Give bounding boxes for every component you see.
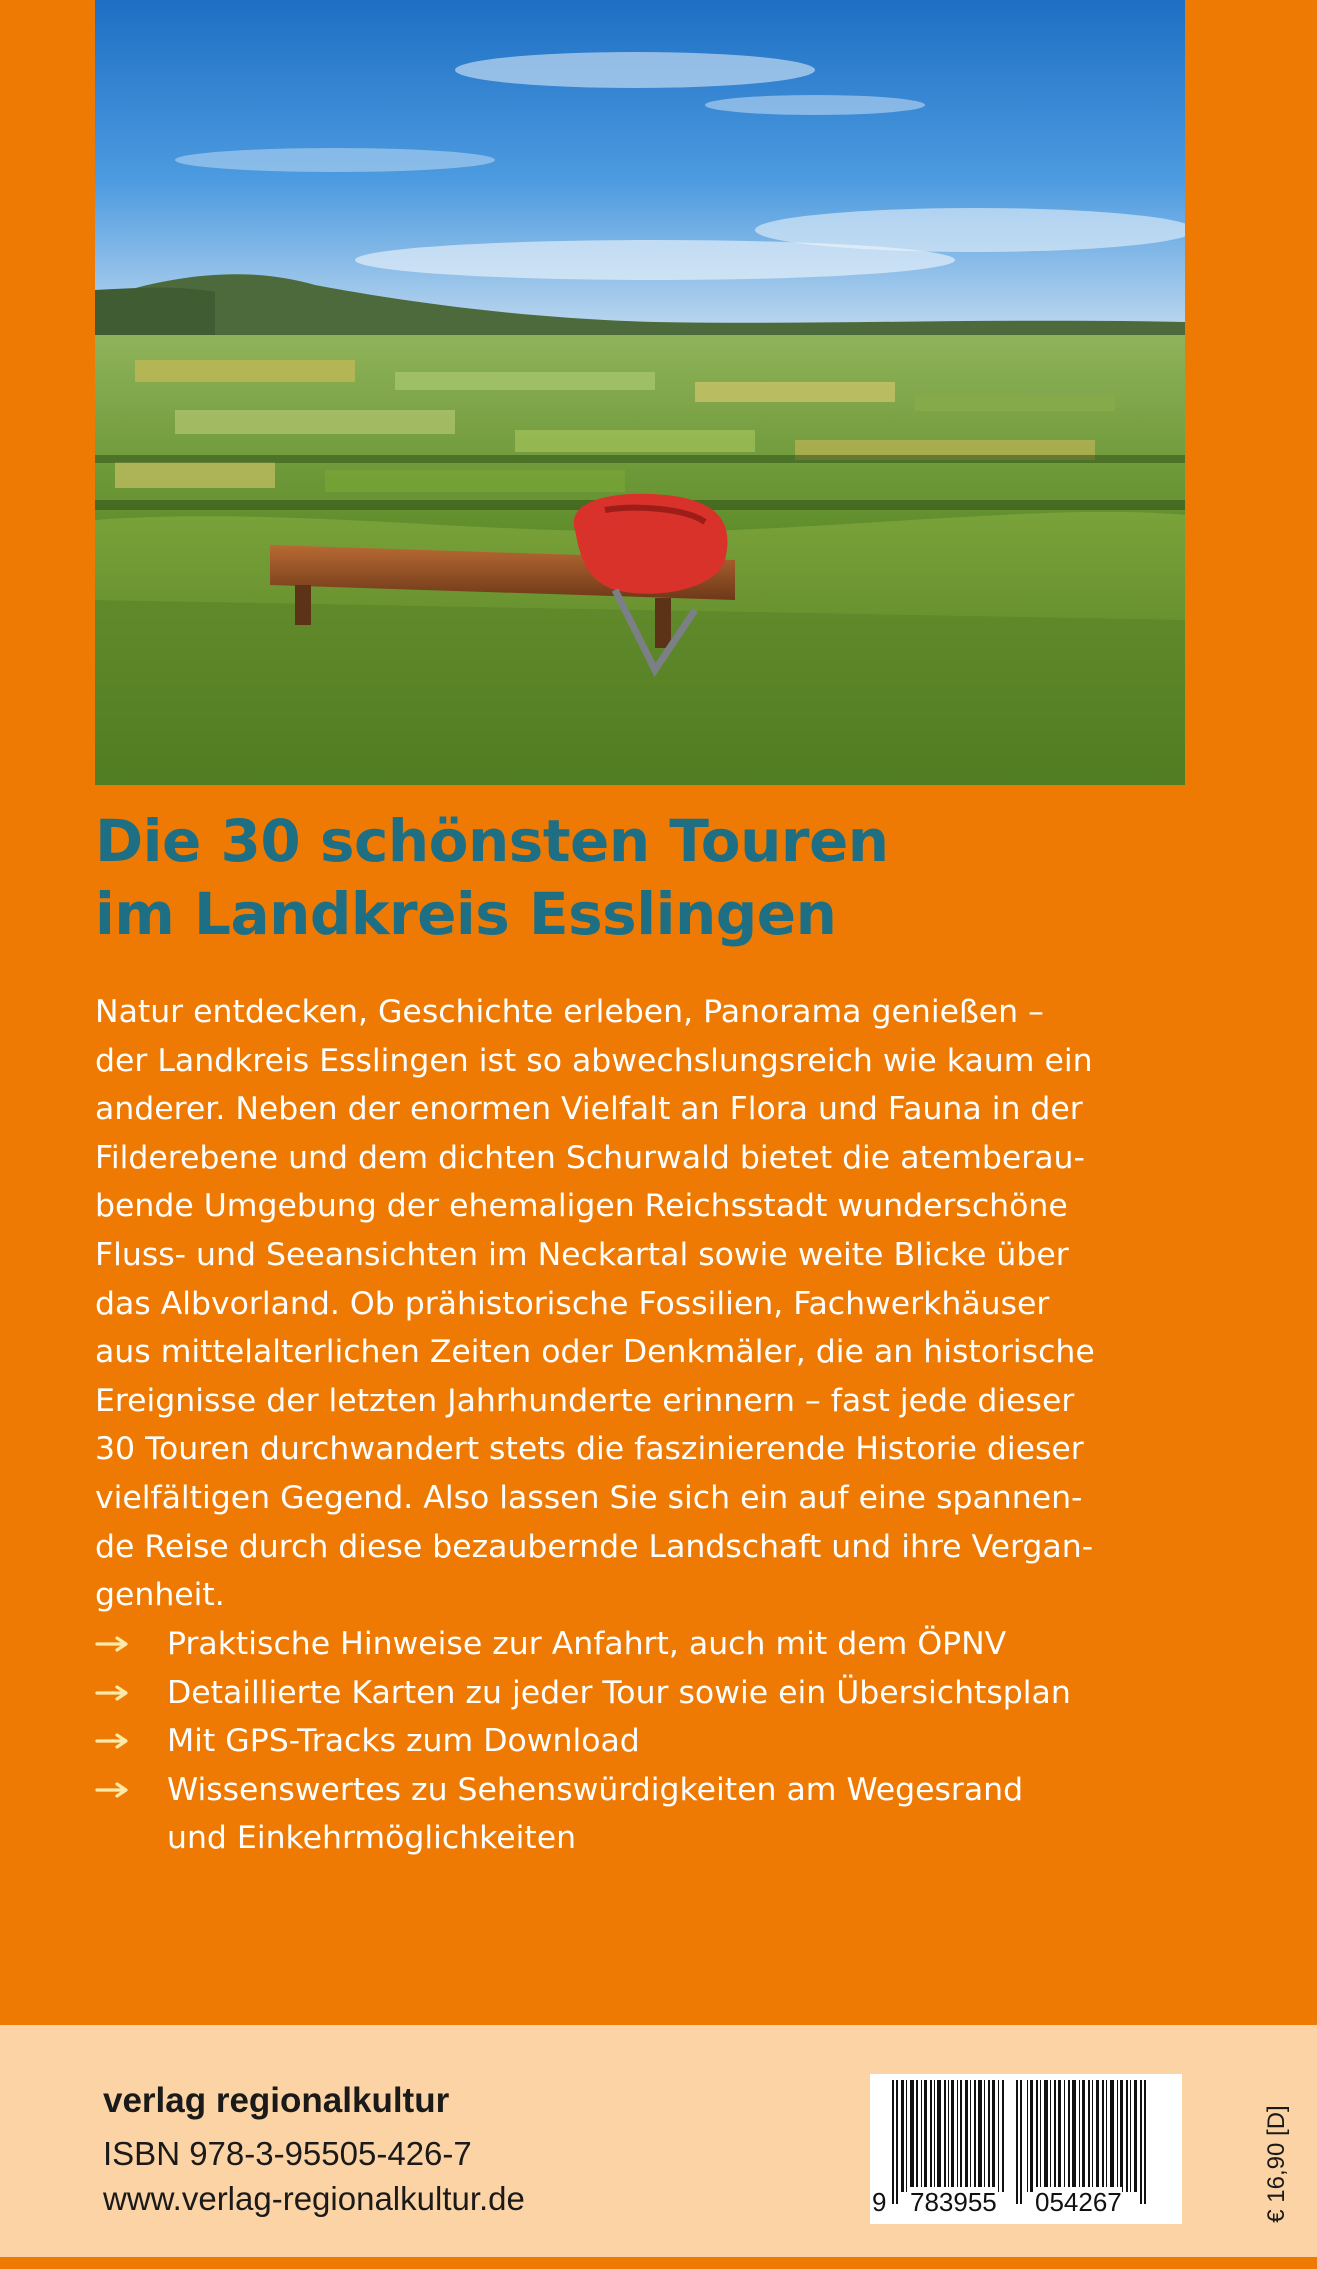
barcode	[870, 2074, 1182, 2224]
feature-text: und Einkehrmöglichkeiten	[167, 1820, 577, 1857]
arrow-right-icon	[95, 1766, 135, 1814]
description-line: Natur entdecken, Geschichte erleben, Panorama genießen –	[95, 994, 1044, 1030]
feature-text: Wissenswertes zu Sehenswürdigkeiten am Wegesrand	[167, 1771, 1024, 1808]
description-line: anderer. Neben der enormen Vielfalt an Flora und Fauna in der	[95, 1091, 1083, 1128]
description-line: Fluss- und Seeansichten im Neckartal sowie weite Blicke über	[95, 1236, 1069, 1273]
feature-item	[95, 1717, 1185, 1766]
feature-item	[95, 1669, 1185, 1718]
arrow-right-icon	[95, 1620, 135, 1668]
feature-text: Detaillierte Karten zu jeder Tour sowie ein Übersichtsplan	[167, 1674, 1071, 1711]
description-line: genheit.	[95, 1577, 225, 1614]
barcode-digits	[870, 2185, 1182, 2221]
description-line: aus mittelalterlichen Zeiten oder Denkmäler, die an historische	[95, 1334, 1095, 1371]
isbn: ISBN 978-3-95505-426-7	[103, 2135, 472, 2172]
cover-photo	[95, 0, 1185, 785]
feature-item	[95, 1620, 1185, 1669]
arrow-right-icon	[95, 1717, 135, 1765]
publisher-name: verlag regionalkultur	[103, 2081, 450, 2120]
feature-text: Praktische Hinweise zur Anfahrt, auch mit dem ÖPNV	[167, 1626, 1007, 1662]
description-line: der Landkreis Esslingen ist so abwechslungsreich wie kaum ein	[95, 1042, 1093, 1079]
barcode-first-digit: 9	[872, 2187, 887, 2217]
website-link[interactable]: www.verlag-regionalkultur.de	[103, 2180, 525, 2217]
description-line: Filderebene und dem dichten Schurwald bietet die atemberau-	[95, 1139, 1085, 1176]
description-line: das Albvorland. Ob prähistorische Fossilien, Fachwerkhäuser	[95, 1285, 1050, 1322]
description-line: 30 Touren durchwandert stets die faszinierende Historie dieser	[95, 1431, 1084, 1468]
description-line: bende Umgebung der ehemaligen Reichsstadt wunderschöne	[95, 1188, 1068, 1225]
description	[95, 988, 1185, 1620]
barcode-group-2: 054267	[1035, 2187, 1122, 2217]
headline-line-2: im Landkreis Esslingen	[95, 880, 837, 948]
feature-item	[95, 1766, 1185, 1863]
barcode-group-1: 783955	[910, 2187, 997, 2217]
headline	[95, 805, 1185, 951]
price-label: € 16,90 [D]	[1263, 2105, 1290, 2223]
feature-list	[95, 1620, 1185, 1863]
description-line: vielfältigen Gegend. Also lassen Sie sich ein auf eine spannen-	[95, 1479, 1083, 1516]
headline-line-1: Die 30 schönsten Touren	[95, 807, 889, 875]
description-line: Ereignisse der letzten Jahrhunderte erinnern – fast jede dieser	[95, 1382, 1075, 1419]
description-line: de Reise durch diese bezaubernde Landschaft und ihre Vergan-	[95, 1528, 1094, 1565]
feature-text: Mit GPS-Tracks zum Download	[167, 1723, 640, 1760]
arrow-right-icon	[95, 1669, 135, 1717]
